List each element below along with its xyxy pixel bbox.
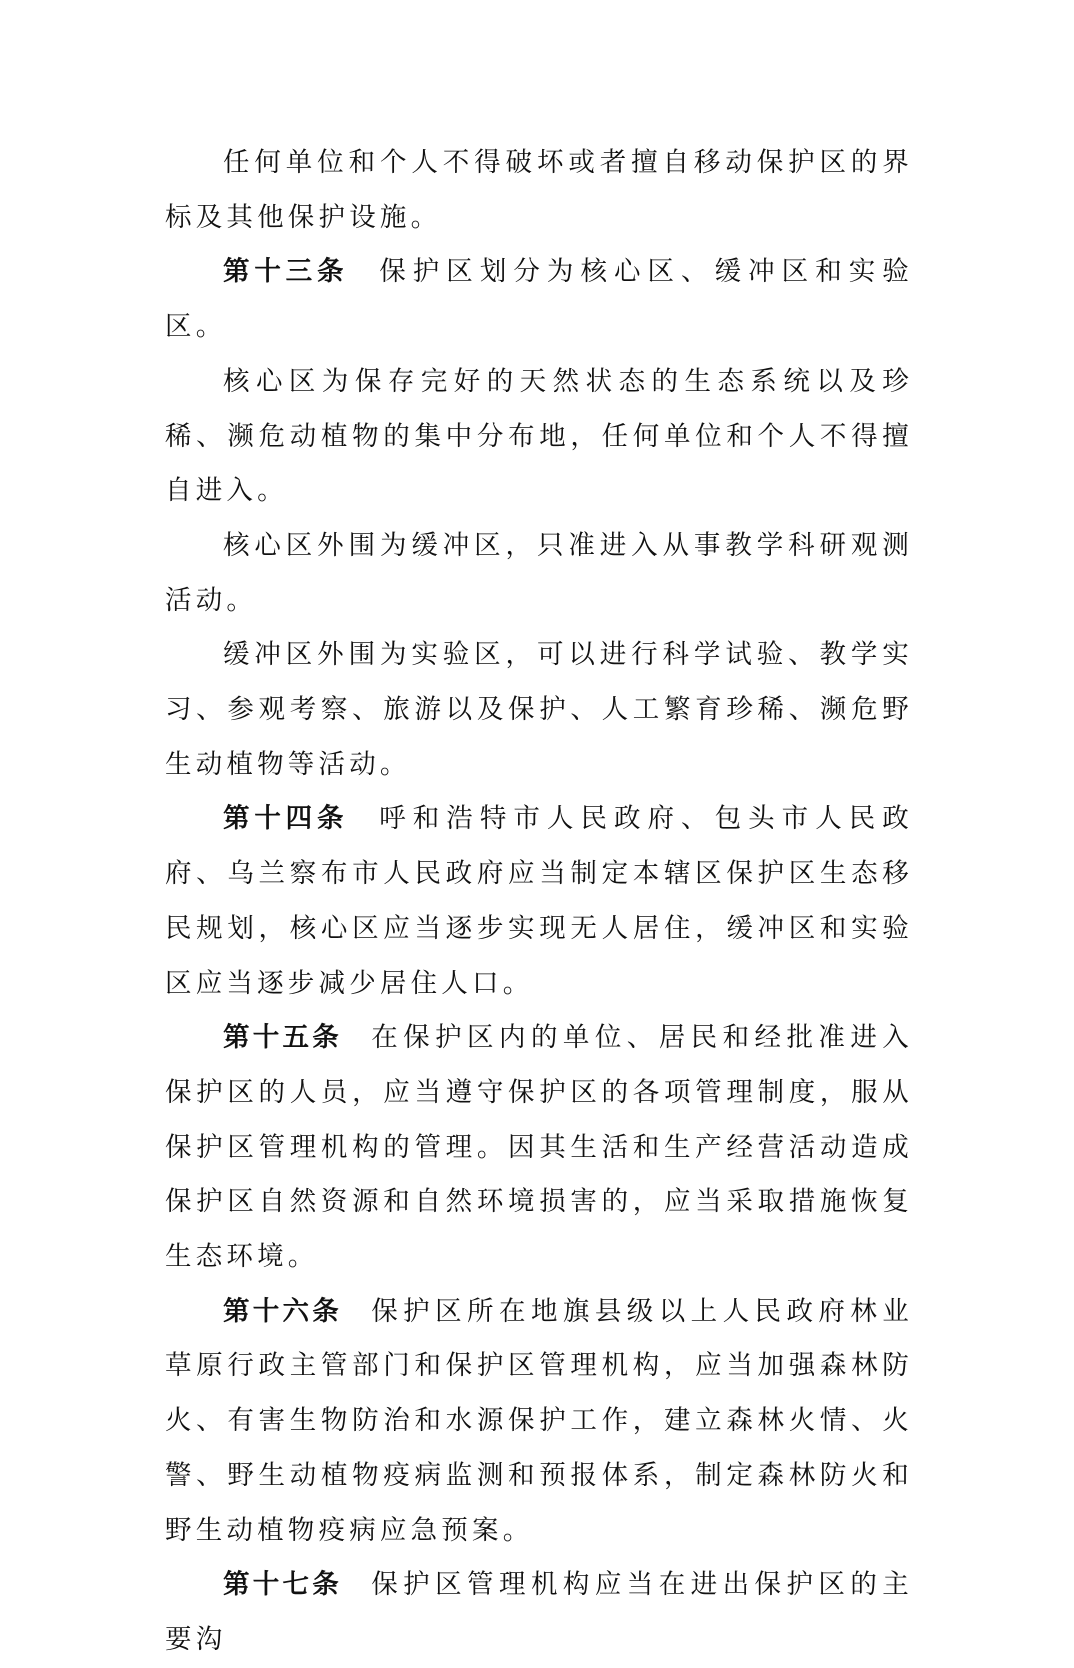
article-number: 第十三条: [223, 256, 349, 288]
paragraph-text: 缓冲区外围为实验区，可以进行科学试验、教学实习、参观考察、旅游以及保护、人工繁育珍稀、濒危野生动植物等活动。: [165, 639, 913, 780]
article-number: 第十七条: [223, 1569, 342, 1601]
paragraph: [165, 519, 913, 628]
paragraph: [165, 355, 913, 519]
paragraph: [165, 136, 913, 245]
article-paragraph: [165, 1558, 913, 1667]
paragraph-text: 保护区划分为核心区、缓冲区和实验区。: [165, 256, 913, 343]
paragraph-text: 核心区外围为缓冲区，只准进入从事教学科研观测活动。: [165, 529, 913, 616]
paragraph-text: 在保护区内的单位、居民和经批准进入保护区的人员，应当遵守保护区的各项管理制度，服从保护区管理机构的管理。因其生活和生产经营活动造成保护区自然资源和自然环境损害的，应当采取措施恢复生态环境。: [165, 1022, 914, 1273]
paragraph-text: 保护区所在地旗县级以上人民政府林业草原行政主管部门和保护区管理机构，应当加强森林防火、有害生物防治和水源保护工作，建立森林火情、火警、野生动植物疫病监测和预报体系，制定森林防火和野生动植物疫病应急预案。: [165, 1295, 914, 1546]
paragraph-text: 呼和浩特市人民政府、包头市人民政府、乌兰察布市人民政府应当制定本辖区保护区生态移民规划，核心区应当逐步实现无人居住，缓冲区和实验区应当逐步减少居住人口。: [165, 803, 913, 999]
paragraph: [165, 628, 913, 792]
article-number: 第十四条: [223, 803, 349, 835]
paragraph-text: 任何单位和个人不得破坏或者擅自移动保护区的界标及其他保护设施。: [165, 147, 913, 233]
article-paragraph: [165, 245, 913, 354]
paragraph-text: 保护区管理机构应当在进出保护区的主要沟: [165, 1569, 914, 1655]
article-paragraph: [165, 1285, 913, 1559]
article-number: 第十五条: [223, 1022, 342, 1054]
article-paragraph: [165, 1011, 913, 1285]
article-paragraph: [165, 792, 913, 1011]
paragraph-text: 核心区为保存完好的天然状态的生态系统以及珍稀、濒危动植物的集中分布地，任何单位和个人不得擅自进入。: [165, 365, 913, 507]
document-page: [165, 136, 913, 1668]
article-number: 第十六条: [223, 1295, 342, 1327]
